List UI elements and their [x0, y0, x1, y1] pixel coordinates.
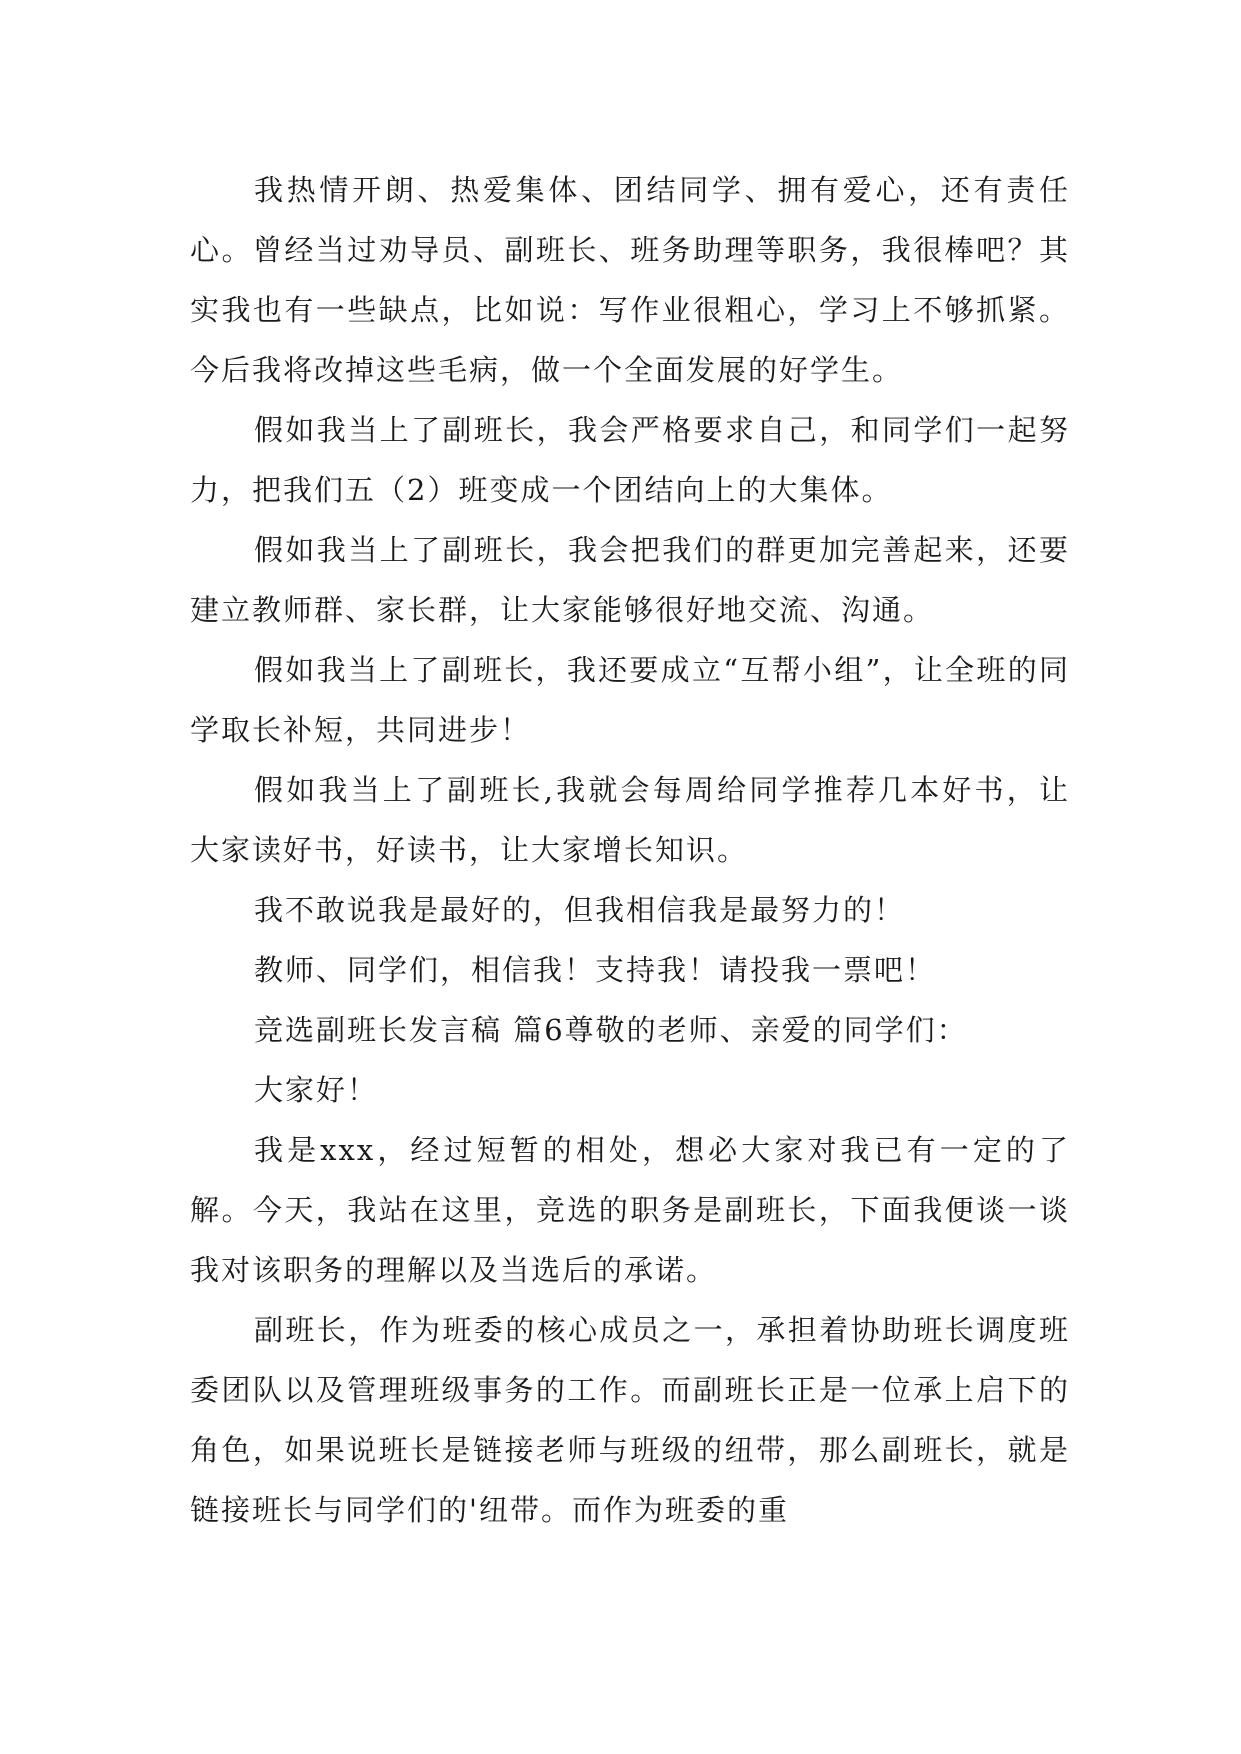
paragraph: 我是xxx，经过短暂的相处，想必大家对我已有一定的了解。今天，我站在这里，竞选的职务是副班长，下面我便谈一谈我对该职务的理解以及当选后的承诺。 [190, 1133, 1070, 1287]
paragraph: 我热情开朗、热爱集体、团结同学、拥有爱心，还有责任心。曾经当过劝导员、副班长、班务助理等职务，我很棒吧？其实我也有一些缺点，比如说：写作业很粗心，学习上不够抓紧。今后我将改掉这些毛病，做一个全面发展的好学生。 [190, 173, 1070, 387]
paragraph: 假如我当上了副班长，我还要成立“互帮小组”，让全班的同学取长补短，共同进步！ [190, 653, 1070, 747]
section-heading: 竞选副班长发言稿 篇6尊敬的老师、亲爱的同学们： [254, 1013, 968, 1047]
document-page [190, 160, 1070, 1540]
greeting: 大家好！ [254, 1073, 379, 1107]
paragraph: 我不敢说我是最好的，但我相信我是最努力的！ [254, 893, 906, 927]
paragraph: 教师、同学们，相信我！支持我！请投我一票吧！ [254, 953, 937, 987]
paragraph: 假如我当上了副班长,我就会每周给同学推荐几本好书，让大家读好书，好读书，让大家增长知识。 [190, 773, 1070, 867]
paragraph: 假如我当上了副班长，我会把我们的群更加完善起来，还要建立教师群、家长群，让大家能够很好地交流、沟通。 [190, 533, 1070, 627]
paragraph: 副班长，作为班委的核心成员之一，承担着协助班长调度班委团队以及管理班级事务的工作。而副班长正是一位承上启下的角色，如果说班长是链接老师与班级的纽带，那么副班长，就是链接班长与同学们的'纽带。而作为班委的重 [190, 1313, 1070, 1527]
paragraph: 假如我当上了副班长，我会严格要求自己，和同学们一起努力，把我们五（2）班变成一个团结向上的大集体。 [190, 413, 1070, 507]
